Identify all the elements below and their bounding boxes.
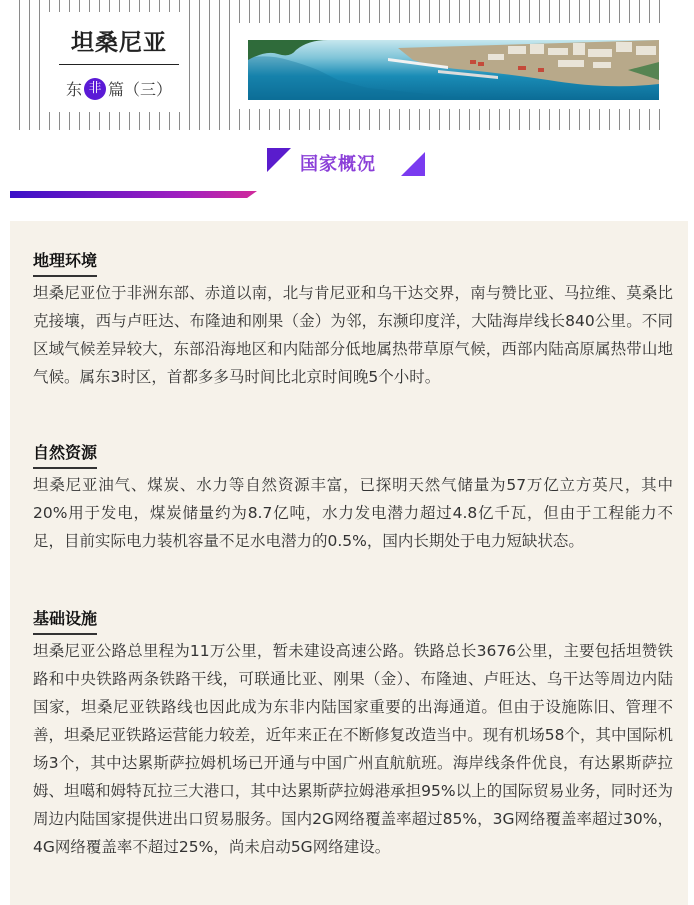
section-heading: 地理环境 xyxy=(33,251,97,277)
header-banner xyxy=(10,0,668,130)
gradient-divider xyxy=(10,191,257,198)
section-right-triangle xyxy=(401,152,425,176)
resources-section xyxy=(33,443,673,555)
section-title: 国家概况 xyxy=(300,154,376,175)
subtitle-prefix: 东 xyxy=(65,80,82,99)
subtitle-suffix: 篇（三） xyxy=(108,80,173,99)
section-heading: 基础设施 xyxy=(33,609,97,635)
harbor-illustration xyxy=(248,40,659,100)
content-box xyxy=(10,221,688,905)
page-title: 坦桑尼亚 xyxy=(71,30,167,56)
section-paragraph: 坦桑尼亚位于非洲东部、赤道以南，北与肯尼亚和乌干达交界，南与赞比亚、马拉维、莫桑比克接壤，西与卢旺达、布隆迪和刚果（金）为邻，东濒印度洋，大陆海岸线长840公里。不同区域气候差异较大，东部沿海地区和内陆部分低地属热带草原气候，西部内陆高原属热带山地气候。属东3时区，首都多多马时间比北京时间晚5个小时。 xyxy=(33,284,673,386)
page-subtitle xyxy=(49,77,189,102)
section-left-triangle xyxy=(267,148,291,172)
geography-section xyxy=(33,251,673,391)
section-paragraph: 坦桑尼亚油气、煤炭、水力等自然资源丰富，已探明天然气储量为57万亿立方英尺，其中20%用于发电，煤炭储量约为8.7亿吨，水力发电潜力超过4.8亿千瓦，但由于工程能力不足，目前实际电力装机容量不足水电潜力的0.5%，国内长期处于电力短缺状态。 xyxy=(33,476,673,550)
harbor-photo xyxy=(248,40,659,100)
title-underline xyxy=(59,64,179,65)
title-card xyxy=(49,12,189,112)
section-heading: 自然资源 xyxy=(33,443,97,469)
infrastructure-section xyxy=(33,609,673,861)
subtitle-badge: 非 xyxy=(84,78,106,100)
photo-frame xyxy=(239,23,667,109)
section-paragraph: 坦桑尼亚公路总里程为11万公里，暂未建设高速公路。铁路总长3676公里，主要包括坦赞铁路和中央铁路两条铁路干线，可联通比亚、刚果（金）、布隆迪、卢旺达、乌干达等周边内陆国家，坦桑尼亚铁路线也因此成为东非内陆国家重要的出海通道。但由于设施陈旧、管理不善，坦桑尼亚铁路运营能力较差，近年来正在不断修复改造当中。现有机场58个，其中国际机场3个，其中达累斯萨拉姆机场已开通与中国广州直航航班。海岸线条件优良，有达累斯萨拉姆、坦噶和姆特瓦拉三大港口，其中达累斯萨拉姆港承担95%以上的国际贸易业务，同时还为周边内陆国家提供进出口贸易服务。国内2G网络覆盖率超过85%，3G网络覆盖率超过30%，4G网络覆盖率不超过25%，尚未启动5G网络建设。 xyxy=(33,642,673,856)
